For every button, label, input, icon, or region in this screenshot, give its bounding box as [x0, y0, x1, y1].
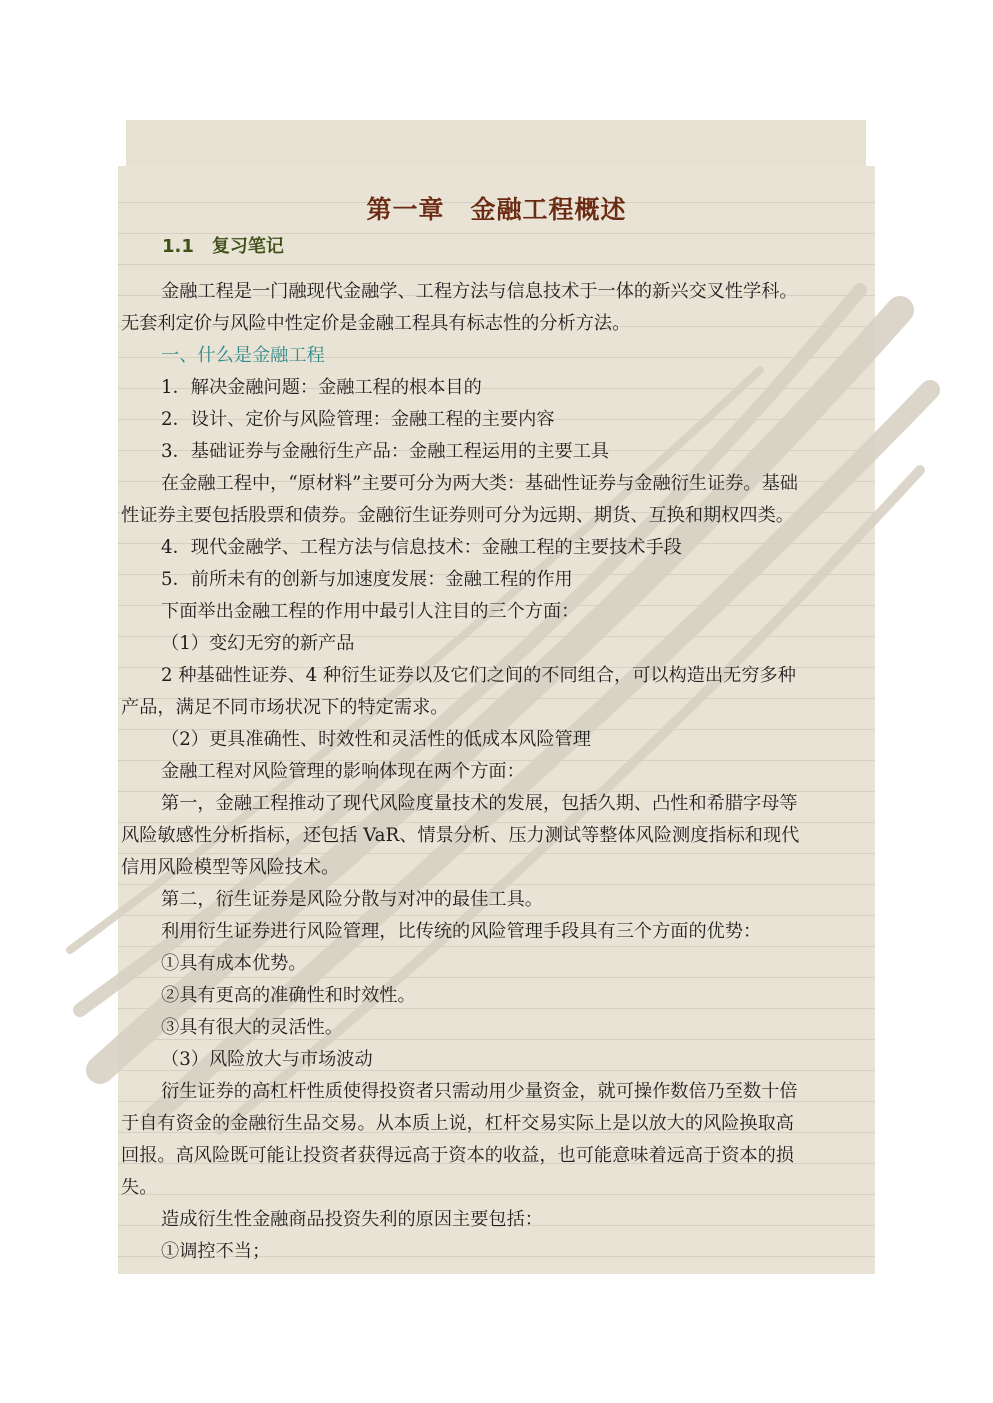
list-item: 5．前所未有的创新与加速度发展：金融工程的作用: [161, 569, 573, 590]
body-line: 金融工程是一门融现代金融学、工程方法与信息技术于一体的新兴交叉性学科。: [161, 281, 798, 302]
body-line: 回报。高风险既可能让投资者获得远高于资本的收益，也可能意味着远高于资本的损: [121, 1145, 794, 1166]
body-line: 利用衍生证券进行风险管理，比传统的风险管理手段具有三个方面的优势：: [161, 921, 762, 942]
body-line: 无套利定价与风险中性定价是金融工程具有标志性的分析方法。: [121, 313, 631, 334]
list-item: 3．基础证券与金融衍生产品：金融工程运用的主要工具: [161, 441, 610, 462]
body-line: 失。: [121, 1177, 158, 1198]
section-title: [162, 232, 284, 258]
body-line: 衍生证券的高杠杆性质使得投资者只需动用少量资金，就可操作数倍乃至数十倍: [161, 1081, 798, 1102]
body-line: 信用风险模型等风险技术。: [121, 857, 340, 878]
body-line: 造成衍生性金融商品投资失利的原因主要包括：: [161, 1209, 543, 1230]
body-line: 于自有资金的金融衍生品交易。从本质上说，杠杆交易实际上是以放大的风险换取高: [121, 1113, 794, 1134]
list-item: ②具有更高的准确性和时效性。: [161, 985, 416, 1006]
list-item: （3）风险放大与市场波动: [161, 1049, 373, 1070]
list-item: 2．设计、定价与风险管理：金融工程的主要内容: [161, 409, 555, 430]
body-line: 金融工程对风险管理的影响体现在两个方面：: [161, 761, 525, 782]
body-line: 产品，满足不同市场状况下的特定需求。: [121, 697, 449, 718]
body-line: 在金融工程中，“原材料”主要可分为两大类：基础性证券与金融衍生证券。基础: [161, 473, 798, 494]
list-item: ③具有很大的灵活性。: [161, 1017, 343, 1038]
body-line: 第二，衍生证券是风险分散与对冲的最佳工具。: [161, 889, 543, 910]
header-band: [126, 120, 866, 166]
list-item: ①调控不当；: [161, 1241, 271, 1262]
body-line: 第一，金融工程推动了现代风险度量技术的发展，包括久期、凸性和希腊字母等: [161, 793, 798, 814]
list-item: （1）变幻无穷的新产品: [161, 633, 355, 654]
body-line: 下面举出金融工程的作用中最引人注目的三个方面：: [161, 601, 580, 622]
body-line: 风险敏感性分析指标，还包括 VaR、情景分析、压力测试等整体风险测度指标和现代: [121, 825, 800, 846]
list-item: 1．解决金融问题：金融工程的根本目的: [161, 377, 482, 398]
list-item: 4．现代金融学、工程方法与信息技术：金融工程的主要技术手段: [161, 537, 682, 558]
list-item: ①具有成本优势。: [161, 953, 307, 974]
list-item: （2）更具准确性、时效性和灵活性的低成本风险管理: [161, 729, 591, 750]
body-line: 2 种基础性证券、4 种衍生证券以及它们之间的不同组合，可以构造出无穷多种: [161, 665, 796, 686]
section-title-text: 复习笔记: [211, 236, 284, 257]
section-number: 1.1: [162, 236, 194, 257]
subheading: 一、什么是金融工程: [161, 345, 325, 366]
chapter-title: 第一章 金融工程概述: [366, 195, 627, 224]
body-line: 性证券主要包括股票和债券。金融衍生证券则可分为远期、期货、互换和期权四类。: [121, 505, 794, 526]
